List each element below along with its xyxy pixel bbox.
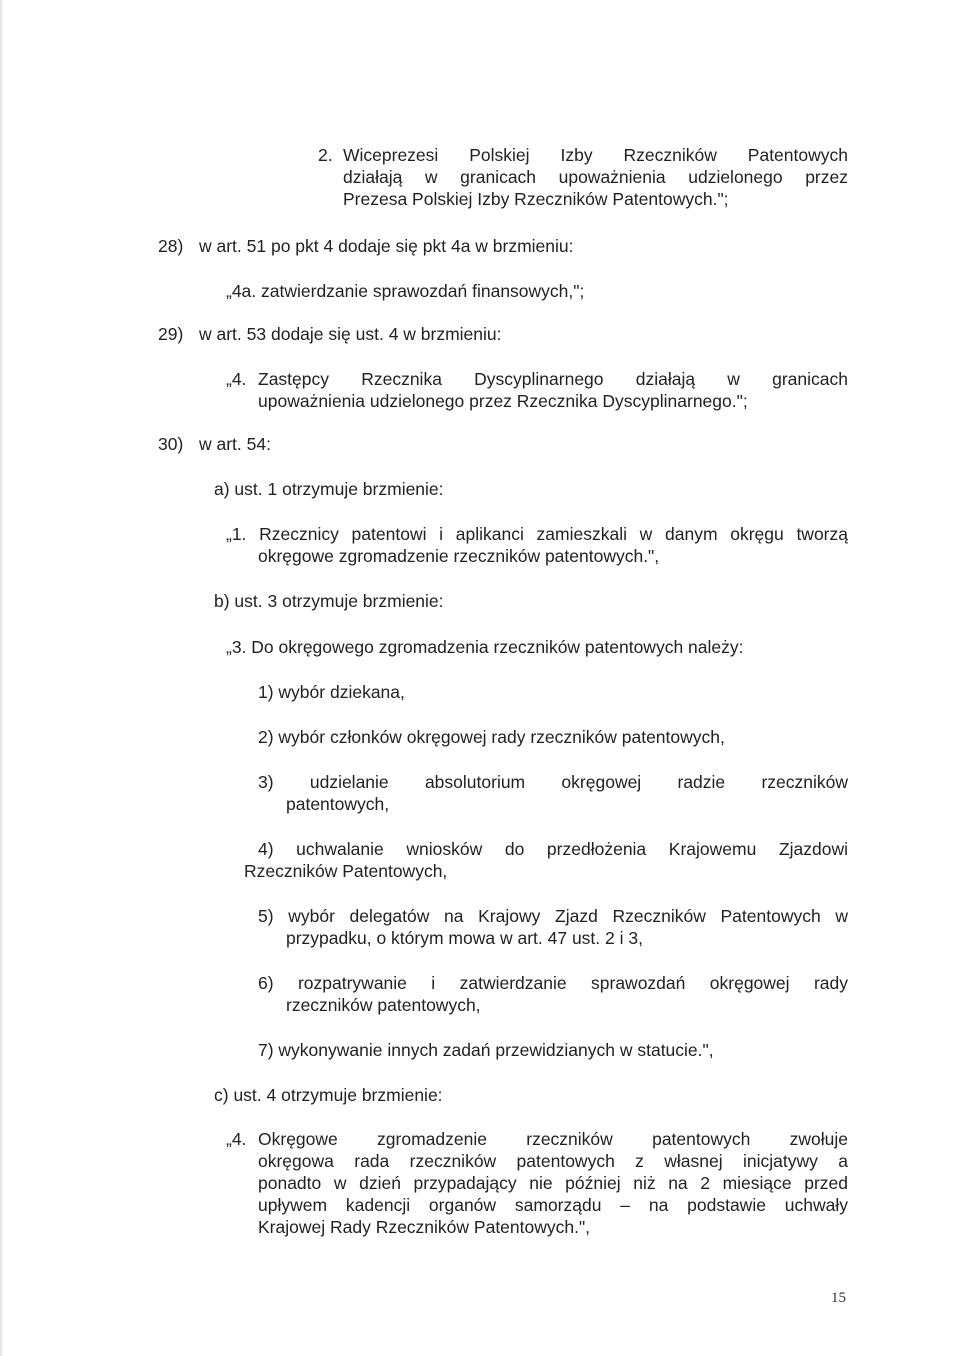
point-3-line-2: patentowych, xyxy=(286,794,390,814)
subitem-c xyxy=(214,1084,443,1106)
subitem-b xyxy=(214,590,444,612)
paragraph-2-number: 2. xyxy=(318,145,333,165)
point-3-line-1: 3) udzielanie absolutorium okręgowej radzie rzeczników xyxy=(258,772,848,792)
item-29-text: w art. 53 dodaje się ust. 4 w brzmieniu: xyxy=(199,324,502,344)
item-28-number: 28) xyxy=(158,236,184,256)
item-29-quote-line-2: upoważnienia udzielonego przez Rzecznika Dyscyplinarnego."; xyxy=(258,391,748,411)
item-28-quote xyxy=(226,280,584,302)
subitem-c-text: c) ust. 4 otrzymuje brzmienie: xyxy=(214,1085,443,1105)
point-2-text: 2) wybór członków okręgowej rady rzeczników patentowych, xyxy=(258,727,725,747)
item-30-text: w art. 54: xyxy=(199,434,271,454)
paragraph-2-line-1: Wiceprezesi Polskiej Izby Rzeczników Patentowych xyxy=(343,145,848,165)
subitem-c-quote-line-1: Okręgowe zgromadzenie rzeczników patentowych zwołuje xyxy=(258,1129,848,1149)
item-28-quote-text: „4a. zatwierdzanie sprawozdań finansowych,"; xyxy=(226,281,585,301)
subitem-b-point-7 xyxy=(258,1039,714,1061)
item-28-text: w art. 51 po pkt 4 dodaje się pkt 4a w brzmieniu: xyxy=(199,236,574,256)
subitem-a-text: a) ust. 1 otrzymuje brzmienie: xyxy=(214,479,444,499)
subitem-c-quote-line-2: okręgowa rada rzeczników patentowych z własnej inicjatywy a xyxy=(258,1151,848,1171)
subitem-b-point-1 xyxy=(258,681,405,703)
point-5-line-1: 5) wybór delegatów na Krajowy Zjazd Rzeczników Patentowych w xyxy=(258,906,848,926)
page-number: 15 xyxy=(831,1290,846,1306)
point-4-line-2: Rzeczników Patentowych, xyxy=(244,861,448,881)
item-30-number: 30) xyxy=(158,434,184,454)
subitem-c-quote-line-4: upływem kadencji organów samorządu – na podstawie uchwały xyxy=(258,1195,848,1215)
point-5-line-2: przypadku, o którym mowa w art. 47 ust. 2 i 3, xyxy=(286,928,643,948)
subitem-b-point-2 xyxy=(258,726,725,748)
subitem-b-quote xyxy=(226,636,744,658)
subitem-a xyxy=(214,478,444,500)
subitem-b-text: b) ust. 3 otrzymuje brzmienie: xyxy=(214,591,444,611)
subitem-c-quote-line-5: Krajowej Rady Rzeczników Patentowych.", xyxy=(258,1217,591,1237)
point-6-line-1: 6) rozpatrywanie i zatwierdzanie sprawozdań okręgowej rady xyxy=(258,973,848,993)
point-7-text: 7) wykonywanie innych zadań przewidzianych w statucie.", xyxy=(258,1040,714,1060)
subitem-c-quote-number: „4. xyxy=(226,1129,247,1149)
subitem-c-quote-line-3: ponadto w dzień przypadający nie później niż na 2 miesiące przed xyxy=(258,1173,848,1193)
paragraph-2-line-2: działają w granicach upoważnienia udzielonego przez xyxy=(343,167,848,187)
paragraph-2-line-3: Prezesa Polskiej Izby Rzeczników Patentowych."; xyxy=(343,189,729,209)
point-4-line-1: 4) uchwalanie wniosków do przedłożenia Krajowemu Zjazdowi xyxy=(258,839,848,859)
point-6-line-2: rzeczników patentowych, xyxy=(286,995,481,1015)
subitem-a-quote-line-2: okręgowe zgromadzenie rzeczników patentowych.", xyxy=(258,546,660,566)
subitem-b-quote-text: „3. Do okręgowego zgromadzenia rzeczników patentowych należy: xyxy=(226,637,744,657)
point-1-text: 1) wybór dziekana, xyxy=(258,682,405,702)
subitem-a-quote-line-1: „1. Rzecznicy patentowi i aplikanci zamieszkali w danym okręgu tworzą xyxy=(226,524,848,544)
item-29-number: 29) xyxy=(158,324,184,344)
item-29-quote-line-1: Zastępcy Rzecznika Dyscyplinarnego działają w granicach xyxy=(258,369,848,389)
scan-edge xyxy=(0,0,4,1356)
item-29-quote-number: „4. xyxy=(226,369,247,389)
